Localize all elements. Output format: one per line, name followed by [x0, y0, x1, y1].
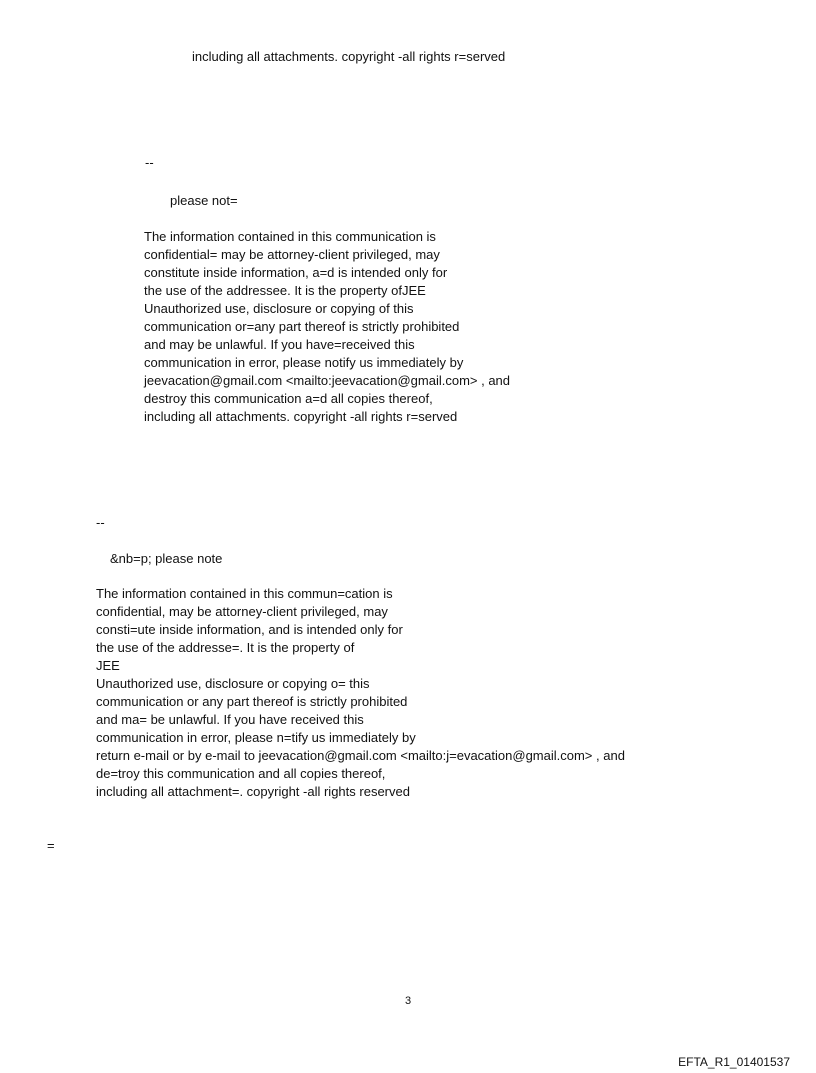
disclaimer-line: de=troy this communication and all copies thereof,	[96, 766, 386, 781]
disclaimer-line: and may be unlawful. If you have=received this	[144, 337, 415, 352]
disclaimer-line: and ma= be unlawful. If you have received this	[96, 712, 364, 727]
please-note-heading: please not=	[170, 193, 238, 208]
disclaimer-line: communication or any part thereof is strictly prohibited	[96, 694, 408, 709]
disclaimer-line: Unauthorized use, disclosure or copying o= this	[96, 676, 370, 691]
disclaimer-line: including all attachments. copyright -all rights r=served	[144, 409, 458, 424]
disclaimer-line: the use of the addressee. It is the property ofJEE	[144, 283, 426, 298]
disclaimer-line: confidential, may be attorney-client privileged, may	[96, 604, 388, 619]
disclaimer-line: communication or=any part thereof is strictly prohibited	[144, 319, 460, 334]
disclaimer-line: JEE	[96, 658, 120, 673]
disclaimer-block-1	[144, 228, 510, 426]
disclaimer-line: consti=ute inside information, and is intended only for	[96, 622, 403, 637]
disclaimer-line: including all attachment=. copyright -all rights reserved	[96, 784, 410, 799]
separator: --	[145, 155, 154, 170]
document-id: EFTA_R1_01401537	[678, 1055, 790, 1069]
disclaimer-line: return e-mail or by e-mail to jeevacation@gmail.com <mailto:j=evacation@gmail.com> , and	[96, 748, 625, 763]
disclaimer-line: communication in error, please notify us immediately by	[144, 355, 464, 370]
disclaimer-line: The information contained in this commun=cation is	[96, 586, 393, 601]
disclaimer-line: Unauthorized use, disclosure or copying of this	[144, 301, 414, 316]
disclaimer-line: confidential= may be attorney-client privileged, may	[144, 247, 440, 262]
disclaimer-line: constitute inside information, a=d is intended only for	[144, 265, 448, 280]
disclaimer-line: destroy this communication a=d all copies thereof,	[144, 391, 433, 406]
disclaimer-line: the use of the addresse=. It is the property of	[96, 640, 355, 655]
page-number: 3	[404, 995, 412, 1007]
disclaimer-line: jeevacation@gmail.com <mailto:jeevacation@gmail.com> , and	[144, 373, 511, 388]
disclaimer-line: The information contained in this communication is	[144, 229, 436, 244]
closing-line-top: including all attachments. copyright -all rights r=served	[192, 49, 506, 64]
equals-marker: =	[47, 838, 55, 853]
please-note-heading: &nb=p; please note	[110, 551, 223, 566]
separator: --	[96, 515, 105, 530]
disclaimer-block-2	[96, 585, 625, 801]
disclaimer-line: communication in error, please n=tify us immediately by	[96, 730, 416, 745]
